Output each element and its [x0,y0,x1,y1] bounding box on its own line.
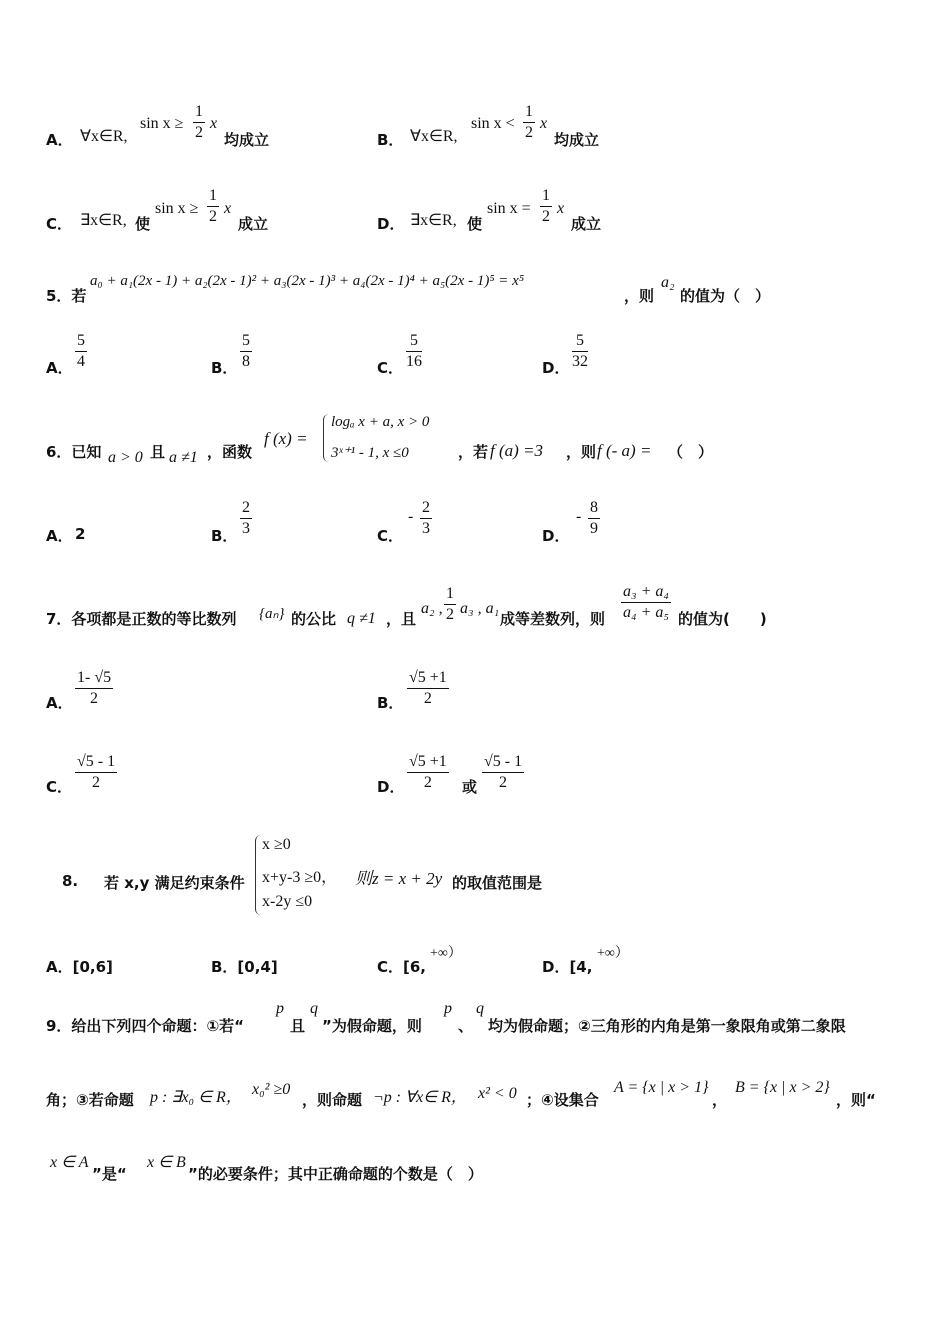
option-label: B． [377,694,404,712]
infinity: +∞） [430,946,462,961]
fraction: $\frac{1}{2}$ [542,187,550,225]
fraction: $\frac{1}{2}$ [209,187,217,225]
fraction: $\frac{√5 +1}{2}$ [409,753,447,791]
infinity: +∞） [597,946,629,961]
fraction: $\frac{\text{a₃ + a₄}}{\text{a₄ + a₅}}$ [623,583,669,621]
option-label: C． [46,778,73,796]
math-var: p [276,1000,284,1017]
fraction: $\frac{5}{16}$ [406,332,422,370]
option-label: B． [211,359,238,377]
math-ratio: q ≠1 [347,610,376,627]
math-var: q [310,1000,318,1017]
constraint: x+y-3 ≥0， [262,869,338,886]
option-label: D． [542,527,570,545]
question-text: ”是“ [92,1165,127,1183]
fraction: $\frac{2}{3}$ [422,499,430,537]
math-quantifier: ∃x∈R, [410,212,457,229]
math-quantifier: ∀x∈R, [80,128,128,145]
option-label: A． [46,359,73,377]
option-text: 成立 [571,215,602,233]
fraction: $\frac{8}{9}$ [590,499,598,537]
math-expr: sin x ≥ [140,115,184,132]
constraint-brace [255,835,262,915]
option-label: B． [211,527,238,545]
math-expr: x ∈ A [50,1154,89,1171]
question-tail: ”的必要条件；其中正确命题的个数是（ ） [188,1165,483,1183]
math-prop: x₀² ≥0 [252,1081,291,1098]
math-cond: a > 0 [108,449,143,466]
question-text: ，且 [386,610,417,628]
math-neg: x² < 0 [478,1085,517,1102]
constraint: x ≥0 [262,836,291,853]
sign: - [576,508,582,525]
math-case: 3ˣ⁺¹ - 1, x ≤0 [331,445,409,461]
question-tail: 的值为（ ） [680,287,771,305]
question-text: 均为假命题；②三角形的内角是第一象限角或第二象限 [488,1017,846,1035]
math-expr: sin x ≥ [155,200,199,217]
math-quantifier: ∃x∈R, [80,212,127,229]
option-text: 使 [135,215,151,233]
option-label: D． [377,778,405,796]
question-lead: 6．已知 [46,443,102,461]
math-quantifier: ∀x∈R, [410,128,458,145]
math-expr: a₀ + a₁(2x - 1) + a₂(2x - 1)² + a₃(2x - 1)³ + a₄(2x - 1)⁴ + a₅(2x - 1)⁵ = x⁵ [90,273,525,289]
question-lead: 7．各项都是正数的等比数列 [46,610,237,628]
option-label: C． [46,215,73,233]
question-text: 且 [290,1017,306,1035]
question-tail: （ ） [668,443,714,461]
question-text: ，则 [624,287,655,305]
math-neg: ¬p : ∀x∈ R， [373,1089,467,1106]
question-text: 、 [458,1017,474,1035]
piecewise-brace [323,414,330,462]
question-text: 角；③若命题 [46,1091,134,1109]
objective: 则z = x + 2y [355,869,443,888]
sign: - [408,508,414,525]
option-label: D． [542,359,570,377]
math-var: x [540,115,548,132]
question-lead: 若 x,y 满足约束条件 [104,874,245,892]
math-set: A = {x | x > 1} [614,1079,709,1096]
math-cond: a ≠1 [169,449,198,466]
math-var: x [224,200,232,217]
option-label: D．[4, [542,958,593,976]
fraction: $\frac{1}{2}$ [446,585,454,623]
option-label: C． [377,359,404,377]
question-text: 成等差数列，则 [500,610,606,628]
math-var: p [444,1000,452,1017]
math-given: f (a) =3 [490,441,544,460]
option-value: 2 [75,525,86,543]
fraction: $\frac{5}{8}$ [242,332,250,370]
math-terms: a₂ , [421,600,443,617]
question-text: ，则 [566,443,597,461]
fraction: $\frac{5}{32}$ [572,332,588,370]
question-text: 的公比 [291,610,337,628]
option-text: 使 [467,215,483,233]
option-label: D． [377,215,405,233]
fraction: $\frac{√5 - 1}{2}$ [484,753,523,791]
math-expr: x ∈ B [147,1154,186,1171]
math-terms: a₃ , a₁ [460,600,500,617]
option-text: 或 [462,778,478,796]
option-label: C．[6, [377,958,426,976]
option-label: B．[0,4] [211,958,278,976]
question-text: 9．给出下列四个命题：①若“ [46,1017,244,1035]
math-expr: sin x < [471,115,515,132]
fraction: $\frac{2}{3}$ [242,499,250,537]
question-tail: 的取值范围是 [452,874,543,892]
question-text: ；④设集合 [526,1091,599,1109]
fraction: $\frac{1- √5}{2}$ [77,669,112,707]
question-lead: 5．若 [46,287,87,305]
option-label: A． [46,131,73,149]
option-label: A． [46,527,73,545]
option-text: 成立 [238,215,269,233]
fraction: $\frac{√5 +1}{2}$ [409,669,447,707]
question-tail: 的值为( ) [678,610,767,628]
fraction: $\frac{1}{2}$ [525,103,533,141]
question-text: ，则命题 [302,1091,363,1109]
math-ask: f (- a) = [597,441,652,460]
option-label: B． [377,131,404,149]
math-set: B = {x | x > 2} [735,1079,830,1096]
math-prop: p : ∃x₀ ∈ R， [150,1089,242,1106]
option-label: A． [46,694,73,712]
constraint: x-2y ≤0 [262,893,313,910]
option-text: 均成立 [224,131,270,149]
question-number: 8. [62,872,79,890]
math-var: x [210,115,218,132]
option-label: A．[0,6] [46,958,113,976]
option-text: 均成立 [554,131,600,149]
option-label: C． [377,527,404,545]
math-func: f (x) = [264,429,308,448]
fraction: $\frac{√5 - 1}{2}$ [77,753,116,791]
fraction: $\frac{5}{4}$ [77,332,85,370]
math-var: q [476,1000,484,1017]
question-text: ”为假命题，则 [322,1017,422,1035]
question-text: 且 [150,443,166,461]
math-expr: sin x = [487,200,531,217]
question-text: ， [712,1091,728,1109]
math-case: logₐ x + a, x > 0 [331,414,430,430]
fraction: $\frac{1}{2}$ [195,103,203,141]
question-text: ，则“ [836,1091,876,1109]
math-var: x [557,200,565,217]
question-text: ，函数 [207,443,253,461]
question-text: ，若 [458,443,489,461]
math-var: a₂ [661,274,675,291]
math-seq: {aₙ} [259,606,285,622]
